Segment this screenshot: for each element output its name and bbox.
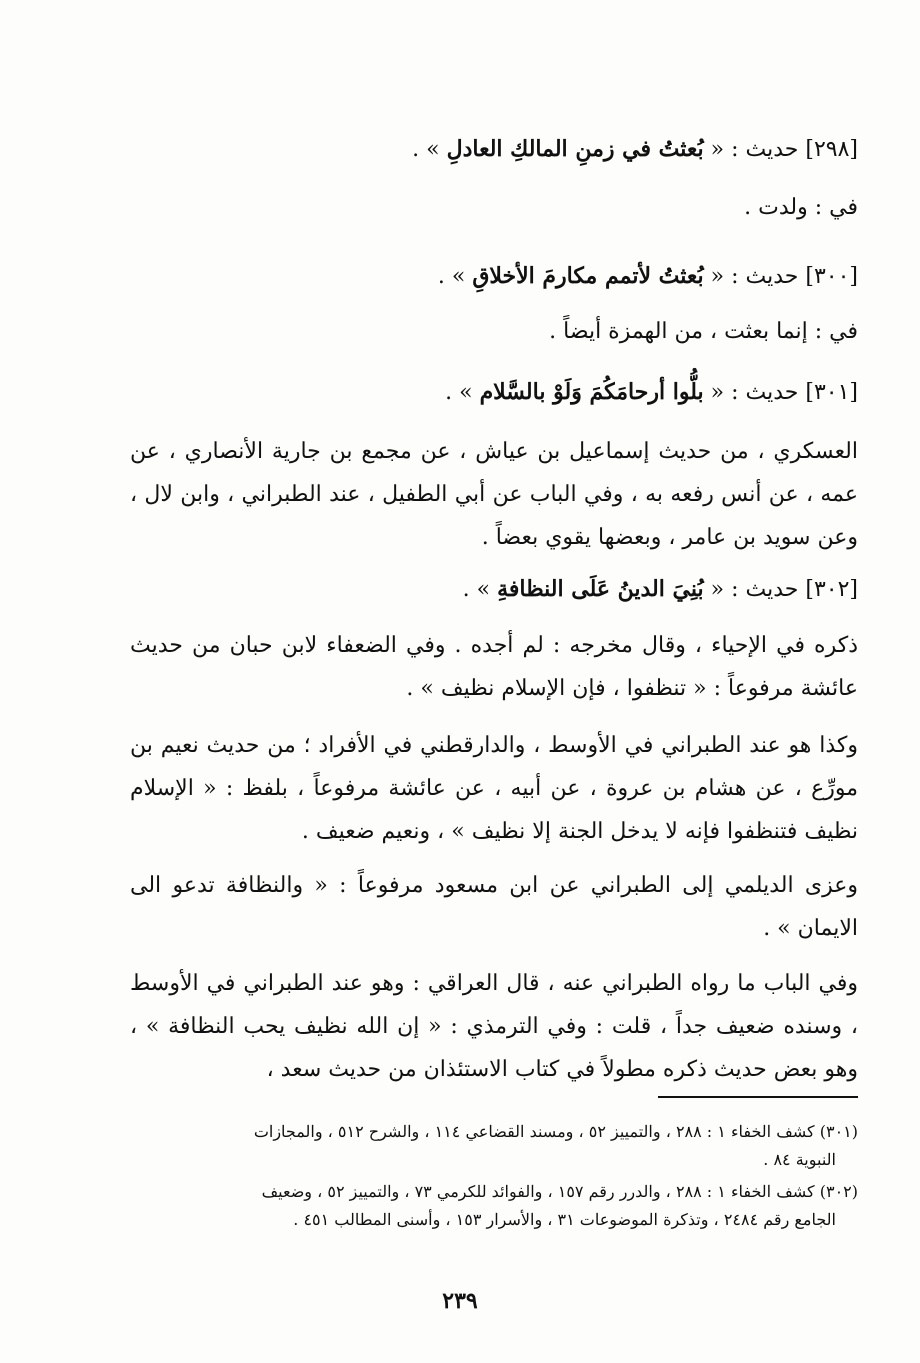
paragraph-302-b: وكذا هو عند الطبراني في الأوسط ، والدارقطني في الأفراد ؛ من حديث نعيم بن مورِّع ، عن هشام بن عروة ، عن أبيه ، عن عائشة مرفوعاً ، بلفظ : « الإسلام نظيف فتنظفوا فإنه لا يدخل الجنة إلا نظيف » ، ونعيم ضعيف . (130, 733, 858, 844)
paragraph-302-c: وعزى الديلمي إلى الطبراني عن ابن مسعود مرفوعاً : « والنظافة تدعو الى الايمان » . (130, 873, 858, 941)
footnote-line: (٣٠١) كشف الخفاء ١ : ٢٨٨ ، والتمييز ٥٢ ، ومسند القضاعي ١١٤ ، والشرح ٥١٢ ، والمجازات (253, 1122, 858, 1141)
note-298: في : ولدت . (744, 195, 858, 220)
page-number: ٢٣٩ (442, 1288, 478, 1314)
hadith-label: [٢٩٨] حديث : « (703, 137, 858, 162)
note-300: في : إنما بعثت ، من الهمزة أيضاً . (549, 319, 858, 344)
hadith-end: » . (445, 380, 480, 405)
paragraph-302-d: وفي الباب ما رواه الطبراني عنه ، قال العراقي : وهو عند الطبراني في الأوسط ، وسنده ضعيف جداً ، قلت : وفي الترمذي : « إن الله نظيف يحب النظافة » ، وهو بعض حديث ذكره مطولاً في كتاب الاستئذان من حديث سعد ، (130, 971, 858, 1082)
hadith-quote: بُنِيَ الدينُ عَلَى النظافةِ (497, 576, 704, 602)
footnote-302 (130, 1178, 858, 1234)
paragraph-301: العسكري ، من حديث إسماعيل بن عياش ، عن مجمع بن جارية الأنصاري ، عن عمه ، عن أنس رفعه به ، وفي الباب عن أبي الطفيل ، عند الطبراني ، وابن لال ، وعن سويد بن عامر ، وبعضها يقوي بعضاً . (130, 439, 859, 550)
footnote-301 (130, 1118, 858, 1174)
footnote-divider (658, 1096, 858, 1098)
footnotes (130, 1118, 858, 1238)
hadith-label: [٣٠٢] حديث : « (703, 577, 858, 602)
hadith-quote: بلُّوا أرحامَكُمَ وَلَوْ بالسَّلام (479, 379, 704, 405)
hadith-label: [٣٠١] حديث : « (703, 380, 858, 405)
hadith-300-heading (138, 255, 858, 298)
hadith-end: » . (462, 577, 498, 602)
hadith-302-heading (138, 568, 858, 611)
hadith-301-heading (138, 371, 858, 414)
paragraph-302-a: ذكره في الإحياء ، وقال مخرجه : لم أجده . وفي الضعفاء لابن حبان من حديث عائشة مرفوعاً : « تنظفوا ، فإن الإسلام نظيف » . (130, 633, 858, 701)
hadith-quote: بُعثتُ لأتمم مكارمَ الأخلاقِ (472, 263, 704, 289)
hadith-end: » . (412, 137, 447, 162)
footnote-line: (٣٠٢) كشف الخفاء ١ : ٢٨٨ ، والدرر رقم ١٥٧ ، والفوائد للكرمي ٧٣ ، والتمييز ٥٢ ، وضعيف (261, 1182, 858, 1201)
footnote-line: النبوية ٨٤ . (763, 1150, 836, 1169)
hadith-298-heading (138, 128, 858, 171)
footnote-line: الجامع رقم ٢٤٨٤ ، وتذكرة الموضوعات ٣١ ، والأسرار ١٥٣ ، وأسنى المطالب ٤٥١ . (293, 1210, 836, 1229)
hadith-end: » . (437, 264, 473, 289)
hadith-label: [٣٠٠] حديث : « (703, 264, 858, 289)
hadith-quote: بُعثتُ في زمنِ المالكِ العادلِ (446, 136, 704, 162)
